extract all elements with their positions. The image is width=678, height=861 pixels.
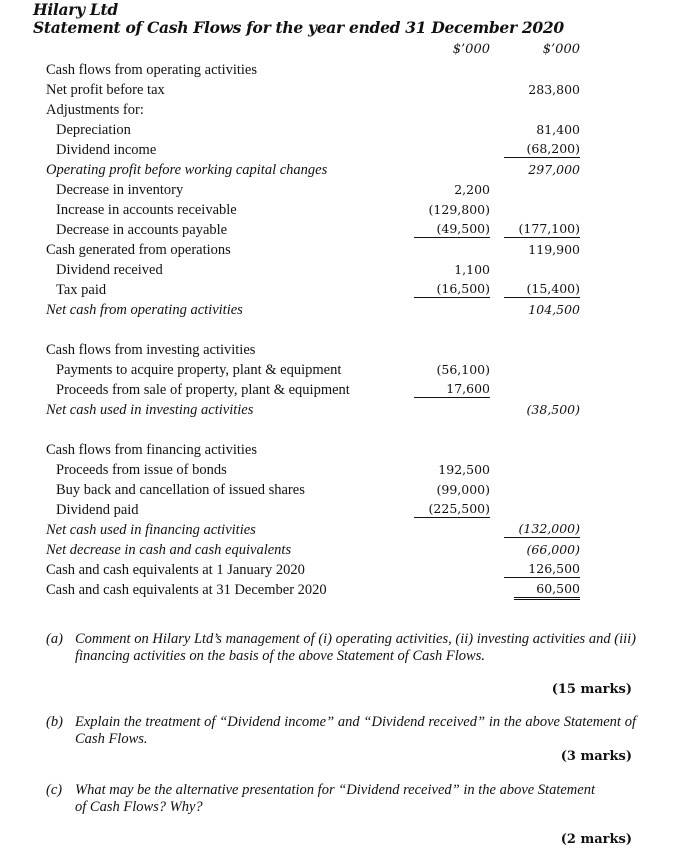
amount-column-1: 2,200 <box>454 182 490 197</box>
row-label: Cash flows from financing activities <box>46 442 258 458</box>
row-label: Cash flows from operating activities <box>46 62 258 78</box>
table-row <box>0 200 678 220</box>
table-row <box>0 560 678 580</box>
table-row <box>0 480 678 500</box>
amount-column-1: 17,600 <box>414 381 490 398</box>
table-row <box>0 360 678 380</box>
table-row <box>0 500 678 520</box>
row-label: Proceeds from issue of bonds <box>56 462 227 478</box>
table-row <box>0 460 678 480</box>
table-row <box>0 100 678 120</box>
column-header-1: $’000 <box>452 42 490 57</box>
row-label: Operating profit before working capital changes <box>46 162 328 178</box>
table-row <box>0 140 678 160</box>
spacer-row <box>0 420 678 440</box>
table-row <box>0 60 678 80</box>
amount-column-1: (49,500) <box>414 221 490 238</box>
row-label: Buy back and cancellation of issued shares <box>56 482 305 498</box>
amount-column-2: 119,900 <box>528 242 580 257</box>
question-a <box>46 631 636 665</box>
table-row <box>0 80 678 100</box>
table-row <box>0 340 678 360</box>
amount-column-2: (38,500) <box>526 402 580 417</box>
row-label: Dividend paid <box>56 502 139 518</box>
amount-column-1: (129,800) <box>428 202 490 217</box>
amount-column-2: (177,100) <box>504 221 580 238</box>
question-text: Comment on Hilary Ltd’s management of (i) operating activities, (ii) investing activities and (iii) financing activities on the basis of the above Statement of Cash Flows. <box>75 631 636 664</box>
table-row <box>0 180 678 200</box>
question-letter: (c) <box>46 782 63 798</box>
amount-column-1: (16,500) <box>414 281 490 298</box>
question-text: What may be the alternative presentation for “Dividend received” in the above Statement of Cash Flows? Why? <box>75 782 595 815</box>
table-row <box>0 280 678 300</box>
question-b-marks: (3 marks) <box>560 749 632 764</box>
row-label: Adjustments for: <box>46 102 144 118</box>
statement-title: Statement of Cash Flows for the year ended 31 December 2020 <box>33 18 564 37</box>
amount-column-2: 104,500 <box>528 302 580 317</box>
table-row <box>0 260 678 280</box>
question-c <box>46 782 606 816</box>
row-label: Dividend income <box>56 142 157 158</box>
amount-column-1: (225,500) <box>414 501 490 518</box>
amount-column-2: 297,000 <box>528 162 580 177</box>
row-label: Increase in accounts receivable <box>56 202 237 218</box>
table-row <box>0 220 678 240</box>
row-label: Cash and cash equivalents at 1 January 2020 <box>46 562 305 578</box>
row-label: Net profit before tax <box>46 82 165 98</box>
amount-column-2: (132,000) <box>504 521 580 538</box>
row-label: Proceeds from sale of property, plant & equipment <box>56 382 350 398</box>
spacer-row <box>0 320 678 340</box>
question-letter: (a) <box>46 631 63 647</box>
table-row <box>0 160 678 180</box>
table-row <box>0 380 678 400</box>
table-row <box>0 400 678 420</box>
company-name: Hilary Ltd <box>33 0 118 19</box>
amount-column-2: 126,500 <box>504 561 580 578</box>
row-label: Net cash used in investing activities <box>46 402 254 418</box>
amount-column-1: 192,500 <box>438 462 490 477</box>
row-label: Net cash used in financing activities <box>46 522 256 538</box>
row-label: Cash flows from investing activities <box>46 342 256 358</box>
amount-column-2: 60,500 <box>514 581 580 600</box>
row-label: Cash and cash equivalents at 31 December 2020 <box>46 582 327 598</box>
row-label: Dividend received <box>56 262 163 278</box>
table-row <box>0 580 678 600</box>
row-label: Net cash from operating activities <box>46 302 243 318</box>
amount-column-2: 283,800 <box>528 82 580 97</box>
row-label: Decrease in accounts payable <box>56 222 228 238</box>
question-b <box>46 714 636 748</box>
row-label: Depreciation <box>56 122 131 138</box>
row-label: Cash generated from operations <box>46 242 231 258</box>
question-a-marks: (15 marks) <box>551 682 632 697</box>
table-row <box>0 540 678 560</box>
table-row <box>0 240 678 260</box>
amount-column-2: (66,000) <box>526 542 580 557</box>
row-label: Payments to acquire property, plant & equipment <box>56 362 342 378</box>
amount-column-1: (99,000) <box>436 482 490 497</box>
column-header-2: $’000 <box>542 42 580 57</box>
amount-column-2: 81,400 <box>536 122 580 137</box>
table-row <box>0 120 678 140</box>
table-row <box>0 300 678 320</box>
question-text: Explain the treatment of “Dividend income” and “Dividend received” in the above Statement of Cash Flows. <box>75 714 636 747</box>
row-label: Decrease in inventory <box>56 182 184 198</box>
amount-column-1: 1,100 <box>454 262 490 277</box>
question-c-marks: (2 marks) <box>560 832 632 847</box>
row-label: Tax paid <box>56 282 107 298</box>
amount-column-2: (68,200) <box>504 141 580 158</box>
amount-column-2: (15,400) <box>504 281 580 298</box>
row-label: Net decrease in cash and cash equivalents <box>46 542 292 558</box>
table-row <box>0 520 678 540</box>
amount-column-1: (56,100) <box>436 362 490 377</box>
table-row <box>0 440 678 460</box>
cash-flow-table <box>0 60 678 600</box>
question-letter: (b) <box>46 714 63 730</box>
